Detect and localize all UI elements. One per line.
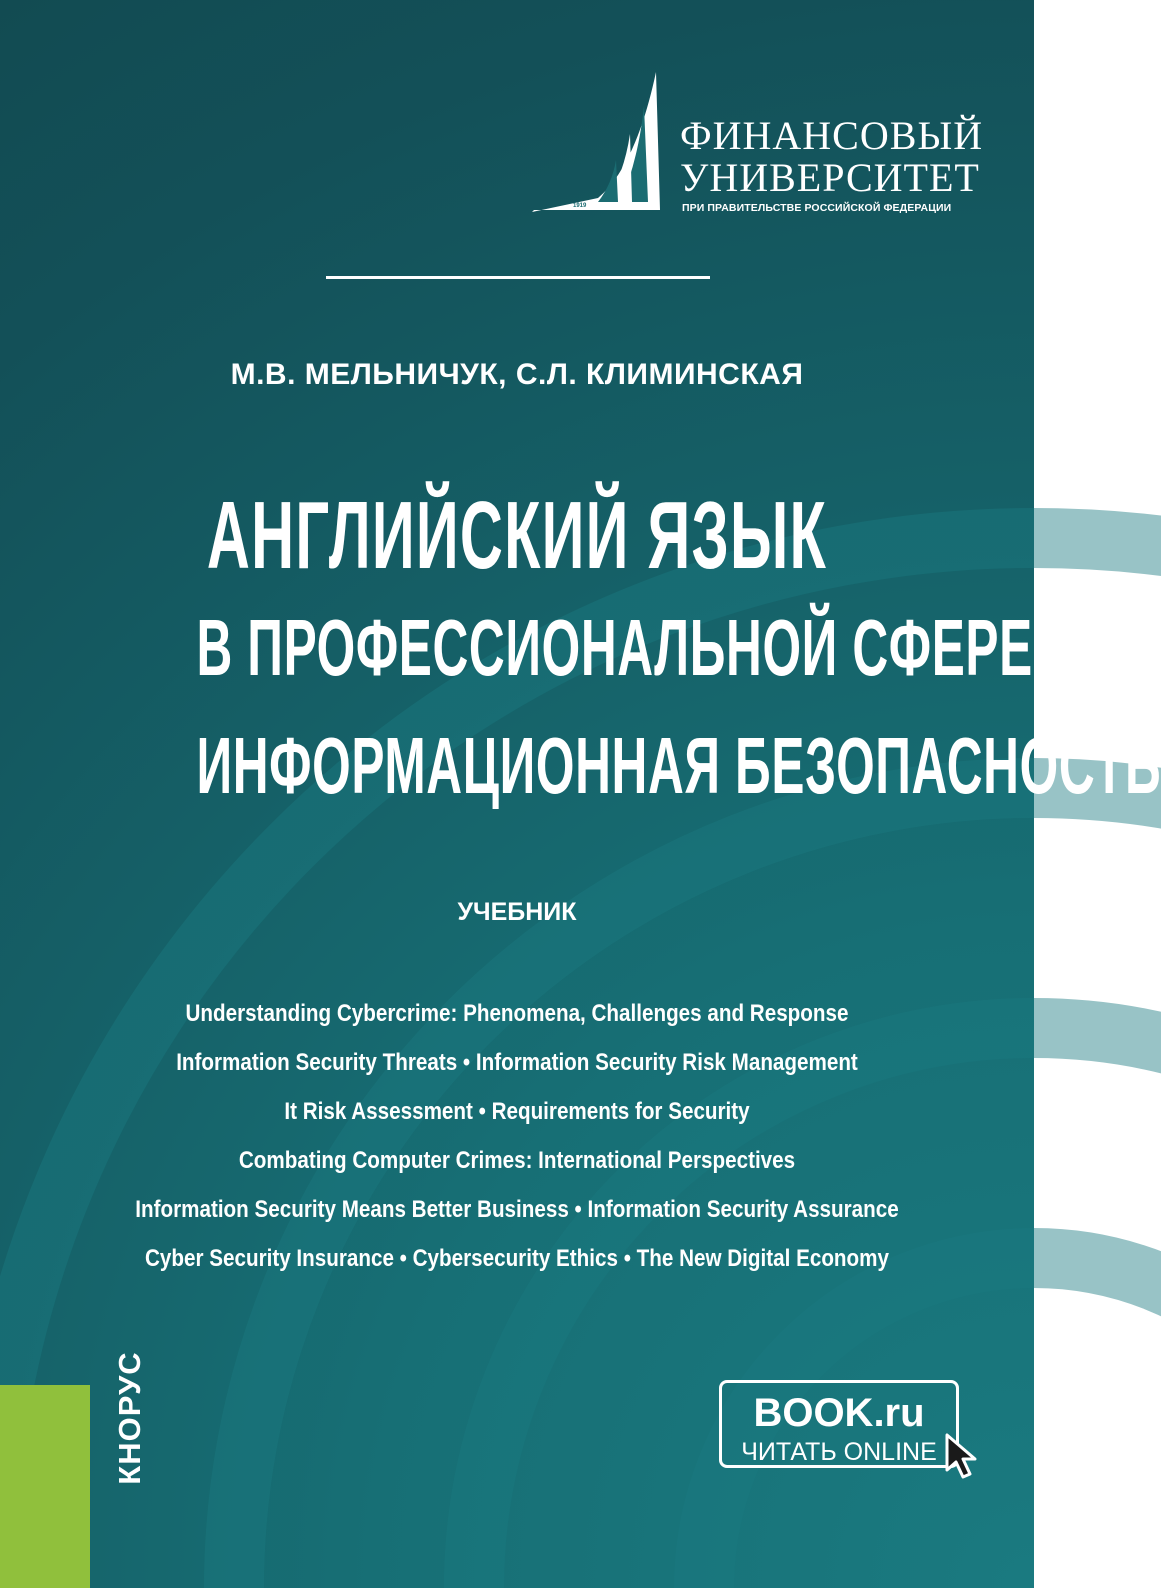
bookru-brand: BOOK.ru xyxy=(753,1391,925,1435)
topic-item: Information Security Means Better Business • Information Security Assurance xyxy=(135,1196,899,1223)
topic-item: It Risk Assessment • Requirements for Security xyxy=(284,1098,750,1125)
accent-bar xyxy=(0,1385,90,1588)
mouse-cursor-icon xyxy=(944,1432,984,1482)
authors: М.В. МЕЛЬНИЧУК, С.Л. КЛИМИНСКАЯ xyxy=(230,358,804,391)
book-title-line2: В ПРОФЕССИОНАЛЬНОЙ СФЕРЕ xyxy=(196,603,1033,692)
bookru-read-online-button[interactable] xyxy=(719,1380,959,1468)
stylized-tower-icon xyxy=(532,72,672,217)
book-kind: УЧЕБНИК xyxy=(457,898,577,926)
topic-item: Understanding Cybercrime: Phenomena, Challenges and Response xyxy=(185,1000,849,1027)
logo-year: 1919 xyxy=(573,203,587,209)
bookru-cta: ЧИТАТЬ ONLINE xyxy=(741,1438,937,1466)
topics-list xyxy=(0,1000,1034,1294)
logo-subtitle: ПРИ ПРАВИТЕЛЬСТВЕ РОССИЙСКОЙ ФЕДЕРАЦИИ xyxy=(682,202,952,214)
book-title-line1: АНГЛИЙСКИЙ ЯЗЫК xyxy=(206,482,828,589)
university-logo xyxy=(532,72,982,222)
logo-title-line2: УНИВЕРСИТЕТ xyxy=(680,155,980,200)
logo-title-line1: ФИНАНСОВЫЙ xyxy=(680,113,984,158)
topic-item: Combating Computer Crimes: International Perspectives xyxy=(238,1147,796,1174)
topic-item: Cyber Security Insurance • Cybersecurity Ethics • The New Digital Economy xyxy=(145,1245,889,1272)
topic-item: Information Security Threats • Information Security Risk Management xyxy=(176,1049,858,1076)
divider xyxy=(326,276,710,279)
book-title-line3: ИНФОРМАЦИОННАЯ БЕЗОПАСНОСТЬ xyxy=(196,721,1161,810)
publisher-name: КНОРУС xyxy=(112,1351,147,1485)
